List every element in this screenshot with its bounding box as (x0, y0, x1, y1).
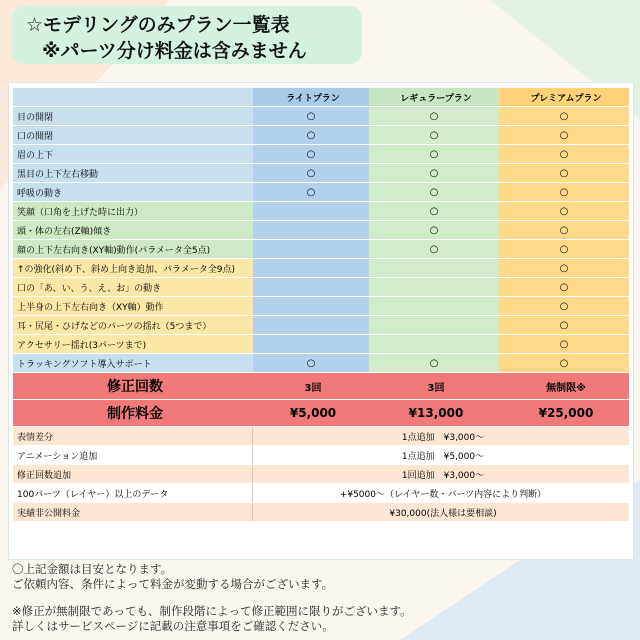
premium-plan-mark: ○ (499, 107, 629, 125)
regular-plan-mark: ○ (369, 107, 499, 125)
light-plan-mark (253, 259, 369, 277)
feature-label: 顔の上下左右向き(XY軸)動作(パラメータ全5点) (13, 240, 253, 258)
feature-row (13, 297, 629, 315)
plan-table-card (8, 82, 634, 560)
feature-row (13, 183, 629, 201)
feature-label: 笑顔（口角を上げた時に出力） (13, 202, 253, 220)
feature-row (13, 221, 629, 239)
price-regular: ¥13,000 (369, 400, 499, 426)
option-row (13, 446, 629, 464)
premium-plan-mark: ○ (499, 316, 629, 334)
light-plan-mark: ○ (253, 354, 369, 372)
feature-label: 頭・体の左右(Z軸)傾き (13, 221, 253, 239)
feature-label: トラッキングソフト導入サポート (13, 354, 253, 372)
title-line-1: ☆モデリングのみプラン一覧表 (26, 14, 290, 36)
price-label: 制作料金 (13, 400, 253, 426)
premium-plan-mark: ○ (499, 335, 629, 353)
option-price: 1点追加 ¥3,000～ (253, 427, 629, 445)
feature-label: ↑の強化(斜め下、斜め上向き追加、パラメータ全9点) (13, 259, 253, 277)
feature-row (13, 126, 629, 144)
price-premium: ¥25,000 (499, 400, 629, 426)
plan-table-body (13, 88, 629, 521)
note-line: 詳しくはサービスページに記載の注意事項をご確認ください。 (12, 619, 334, 633)
premium-plan-mark: ○ (499, 126, 629, 144)
option-price: 1回追加 ¥3,000～ (253, 465, 629, 483)
feature-label: 眉の上下 (13, 145, 253, 163)
light-plan-mark (253, 297, 369, 315)
plan-header-light: ライトプラン (253, 88, 369, 106)
feature-row (13, 240, 629, 258)
plan-table (13, 87, 629, 522)
feature-label: アクセサリー揺れ(3パーツまで) (13, 335, 253, 353)
feature-row (13, 316, 629, 334)
regular-plan-mark: ○ (369, 354, 499, 372)
note-line: ※修正が無制限であっても、制作段階によって修正範囲に限りがございます。 (12, 604, 412, 618)
light-plan-mark (253, 335, 369, 353)
feature-row (13, 145, 629, 163)
light-plan-mark (253, 240, 369, 258)
option-label: アニメーション追加 (13, 446, 253, 464)
option-row (13, 503, 629, 521)
light-plan-mark: ○ (253, 183, 369, 201)
option-price: ¥30,000(法人様は要相談) (253, 503, 629, 521)
premium-plan-mark: ○ (499, 240, 629, 258)
option-price: 1点追加 ¥5,000～ (253, 446, 629, 464)
light-plan-mark (253, 202, 369, 220)
note-line: ご依頼内容、条件によって料金が変動する場合がございます。 (12, 577, 334, 591)
revisions-row (13, 373, 629, 399)
note-line: 〇上記金額は目安となります。 (12, 562, 173, 576)
revisions-light: 3回 (253, 373, 369, 399)
regular-plan-mark (369, 316, 499, 334)
light-plan-mark: ○ (253, 126, 369, 144)
feature-row (13, 354, 629, 372)
regular-plan-mark (369, 278, 499, 296)
feature-label: 呼吸の動き (13, 183, 253, 201)
revisions-label: 修正回数 (13, 373, 253, 399)
option-label: 表情差分 (13, 427, 253, 445)
option-row (13, 465, 629, 483)
regular-plan-mark: ○ (369, 240, 499, 258)
feature-label: 耳・尻尾・ひげなどのパーツの揺れ（5つまで） (13, 316, 253, 334)
light-plan-mark: ○ (253, 145, 369, 163)
revisions-regular: 3回 (369, 373, 499, 399)
feature-label: 目の開閉 (13, 107, 253, 125)
plan-header-premium: プレミアムプラン (499, 88, 629, 106)
regular-plan-mark: ○ (369, 145, 499, 163)
notes-spacer (12, 592, 412, 604)
premium-plan-mark: ○ (499, 183, 629, 201)
premium-plan-mark: ○ (499, 278, 629, 296)
premium-plan-mark: ○ (499, 297, 629, 315)
regular-plan-mark: ○ (369, 221, 499, 239)
notes-section (12, 562, 412, 634)
option-label: 修正回数追加 (13, 465, 253, 483)
title-line-2: ※パーツ分け料金は含みません (42, 40, 307, 62)
regular-plan-mark: ○ (369, 202, 499, 220)
feature-row (13, 202, 629, 220)
option-price: +¥5000～（レイヤー数・パーツ内容により判断） (253, 484, 629, 502)
feature-row (13, 107, 629, 125)
feature-label: 黒目の上下左右移動 (13, 164, 253, 182)
regular-plan-mark (369, 259, 499, 277)
plan-header-row (13, 88, 629, 106)
regular-plan-mark: ○ (369, 126, 499, 144)
premium-plan-mark: ○ (499, 202, 629, 220)
premium-plan-mark: ○ (499, 354, 629, 372)
regular-plan-mark: ○ (369, 164, 499, 182)
revisions-premium: 無制限※ (499, 373, 629, 399)
light-plan-mark: ○ (253, 107, 369, 125)
option-label: 100パーツ（レイヤー）以上のデータ (13, 484, 253, 502)
feature-label: 口の「あ、い、う、え、お」の動き (13, 278, 253, 296)
feature-row (13, 259, 629, 277)
feature-row (13, 278, 629, 296)
light-plan-mark (253, 221, 369, 239)
regular-plan-mark (369, 335, 499, 353)
option-row (13, 427, 629, 445)
feature-label: 口の開閉 (13, 126, 253, 144)
price-light: ¥5,000 (253, 400, 369, 426)
light-plan-mark: ○ (253, 164, 369, 182)
premium-plan-mark: ○ (499, 221, 629, 239)
header-corner-cell (13, 88, 253, 106)
light-plan-mark (253, 316, 369, 334)
title-banner (12, 6, 362, 64)
regular-plan-mark: ○ (369, 183, 499, 201)
price-row (13, 400, 629, 426)
feature-row (13, 164, 629, 182)
option-label: 実績非公開料金 (13, 503, 253, 521)
feature-label: 上半身の上下左右向き（XY軸）動作 (13, 297, 253, 315)
plan-header-regular: レギュラープラン (369, 88, 499, 106)
feature-row (13, 335, 629, 353)
premium-plan-mark: ○ (499, 145, 629, 163)
light-plan-mark (253, 278, 369, 296)
premium-plan-mark: ○ (499, 259, 629, 277)
premium-plan-mark: ○ (499, 164, 629, 182)
option-row (13, 484, 629, 502)
regular-plan-mark (369, 297, 499, 315)
